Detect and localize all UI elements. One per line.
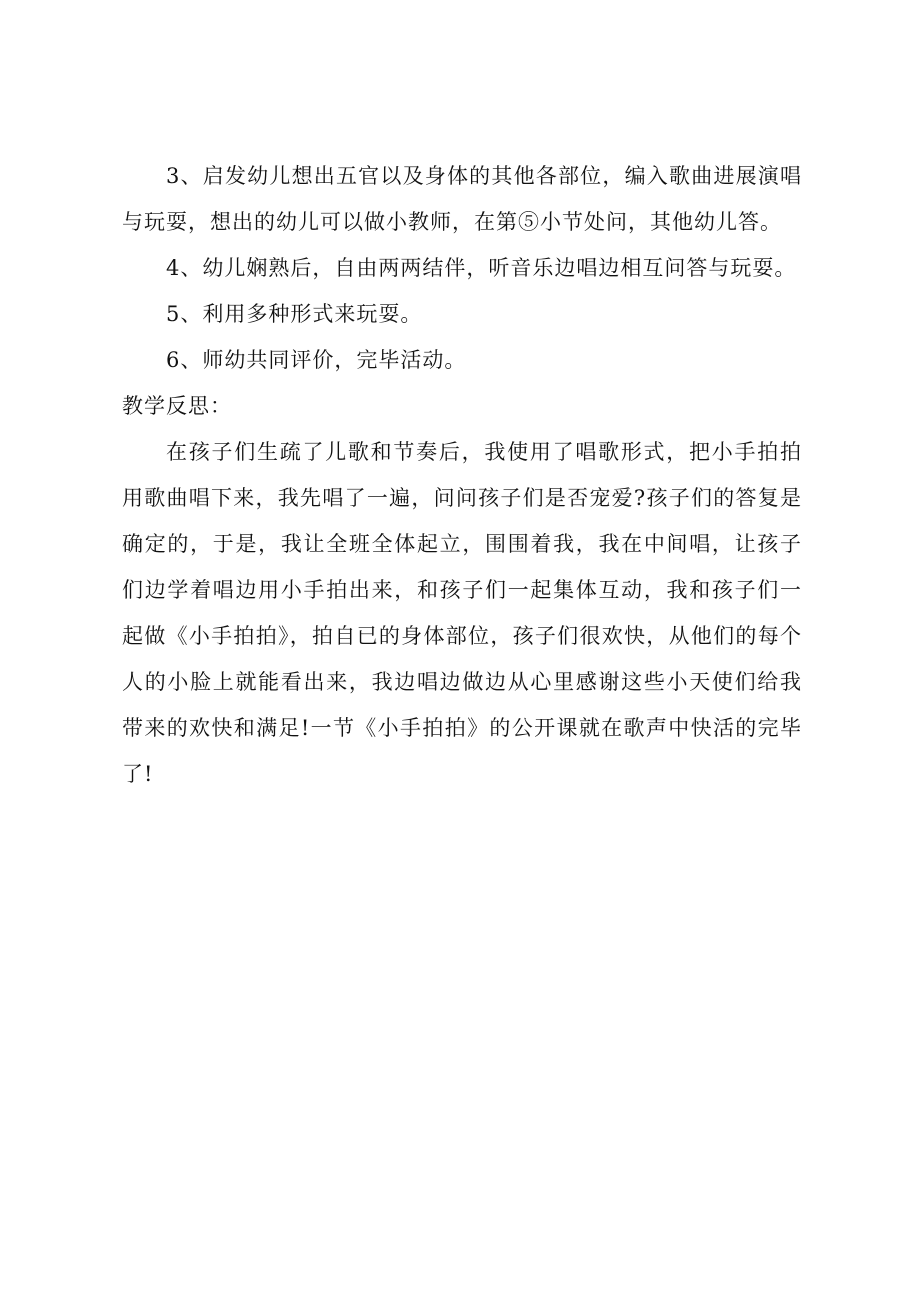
reflection-paragraph: 在孩子们生疏了儿歌和节奏后，我使用了唱歌形式，把小手拍拍用歌曲唱下来，我先唱了一遍，问问孩子们是否宠爱?孩子们的答复是确定的，于是，我让全班全体起立，围围着我，我在中间唱，让孩子们边学着唱边用小手拍出来，和孩子们一起集体互动，我和孩子们一起做《小手拍拍》，拍自已的身体部位，孩子们很欢快，从他们的每个人的小脸上就能看出来，我边唱边做边从心里感谢这些小天使们给我带来的欢快和满足!一节《小手拍拍》的公开课就在歌声中快活的完毕了! (122, 440, 802, 786)
document-body (122, 153, 802, 797)
step-4-paragraph: 4、幼儿娴熟后，自由两两结伴，听音乐边唱边相互问答与玩耍。 (166, 256, 797, 280)
step-5-paragraph: 5、利用多种形式来玩耍。 (166, 302, 423, 326)
step-3-paragraph: 3、启发幼儿想出五官以及身体的其他各部位，编入歌曲进展演唱与玩耍，想出的幼儿可以做小教师，在第⑤小节处问，其他幼儿答。 (122, 164, 802, 234)
step-6-paragraph: 6、师幼共同评价，完毕活动。 (166, 348, 467, 372)
reflection-heading: 教学反思： (122, 394, 232, 418)
